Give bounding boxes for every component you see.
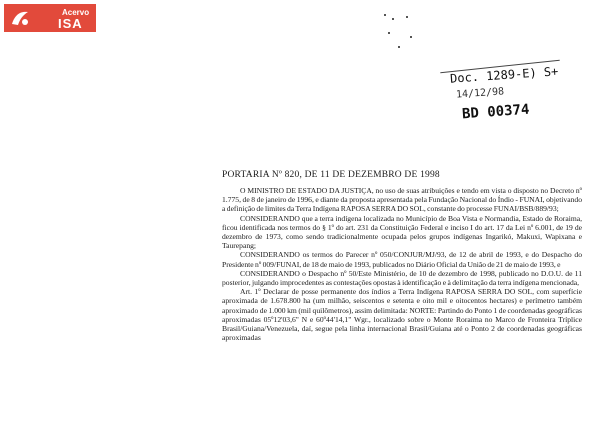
handwritten-date: 14/12/98 [455,86,505,101]
paragraph: O MINISTRO DE ESTADO DA JUSTIÇA, no uso de suas atribuições e tendo em vista o disposto no Decreto nº 1.775, de 8 de janeiro de 1996, e diante da proposta apresentada pela Fundação Nacional do Índio - FUNAI, objetivando a definição de limites da Terra Indígena RAPOSA SERRA DO SOL, constante do processe FUNAI/BSB/889/93; [222,186,582,214]
watermark-acervo-label: Acervo [62,8,90,17]
paragraph: CONSIDERANDO o Despacho nº 50/Este Ministério, de 10 de dezembro de 1998, publicado no D.O.U. de 11 posterior, julgando improcedentes as contestações opostas à identificação e à delimitação da terra indígena mencionada, [222,268,582,288]
handwritten-reference: BD 00374 [461,101,530,123]
acervo-isa-watermark [4,4,96,32]
paragraph: Art. 1º Declarar de posse permanente dos índios a Terra Indígena RAPOSA SERRA DO SOL, com superfície aproximada de 1.678.800 ha (um milhão, seiscentos e setenta e oito mil e oitocentos hectares) e perímetro também aproximado de 1.000 km (mil quilômetros), assim delimitada: NORTE: Partindo do Ponto 1 de coordenadas geográficas aproximadas 05º12'03,6" N e 60º44'14,1" Wgr., localizado sobre o Monte Roraima no Marco de Fronteira Tríplice Brasil/Guiana/Venezuela, daí, segue pela linha internacional Brasil/Guiana até o Ponto 2 de coordenadas geográficas aproximadas [222,287,582,343]
handwritten-doc-number: Doc. 1289-E) S+ [449,64,559,86]
document-body [222,186,582,342]
document-title: PORTARIA Nº 820, DE 11 DE DEZEMBRO DE 1998 [222,170,440,180]
paragraph: CONSIDERANDO os termos do Parecer nº 050/CONJUR/MJ/93, de 12 de abril de 1993, e do Despacho do Presidente nº 009/FUNAI, de 18 de maio de 1993, publicados no Diário Oficial da União de 21 de maio de 1993, e [222,250,582,269]
isa-logo-icon [9,8,31,28]
scan-speckles [380,12,420,52]
paragraph: CONSIDERANDO que a terra indígena localizada no Município de Boa Vista e Normandia, Estado de Roraima, ficou identificada nos termos do § 1º do art. 231 da Constituição Federal e inciso I do art. 17 da Lei nº 6.001, de 19 de dezembro de 1973, como sendo tradicionalmente ocupada pelos grupos indígenas Ingarikó, Makuxi, Wapixana e Taurepang; [222,213,582,251]
watermark-isa-label: ISA [58,16,83,31]
